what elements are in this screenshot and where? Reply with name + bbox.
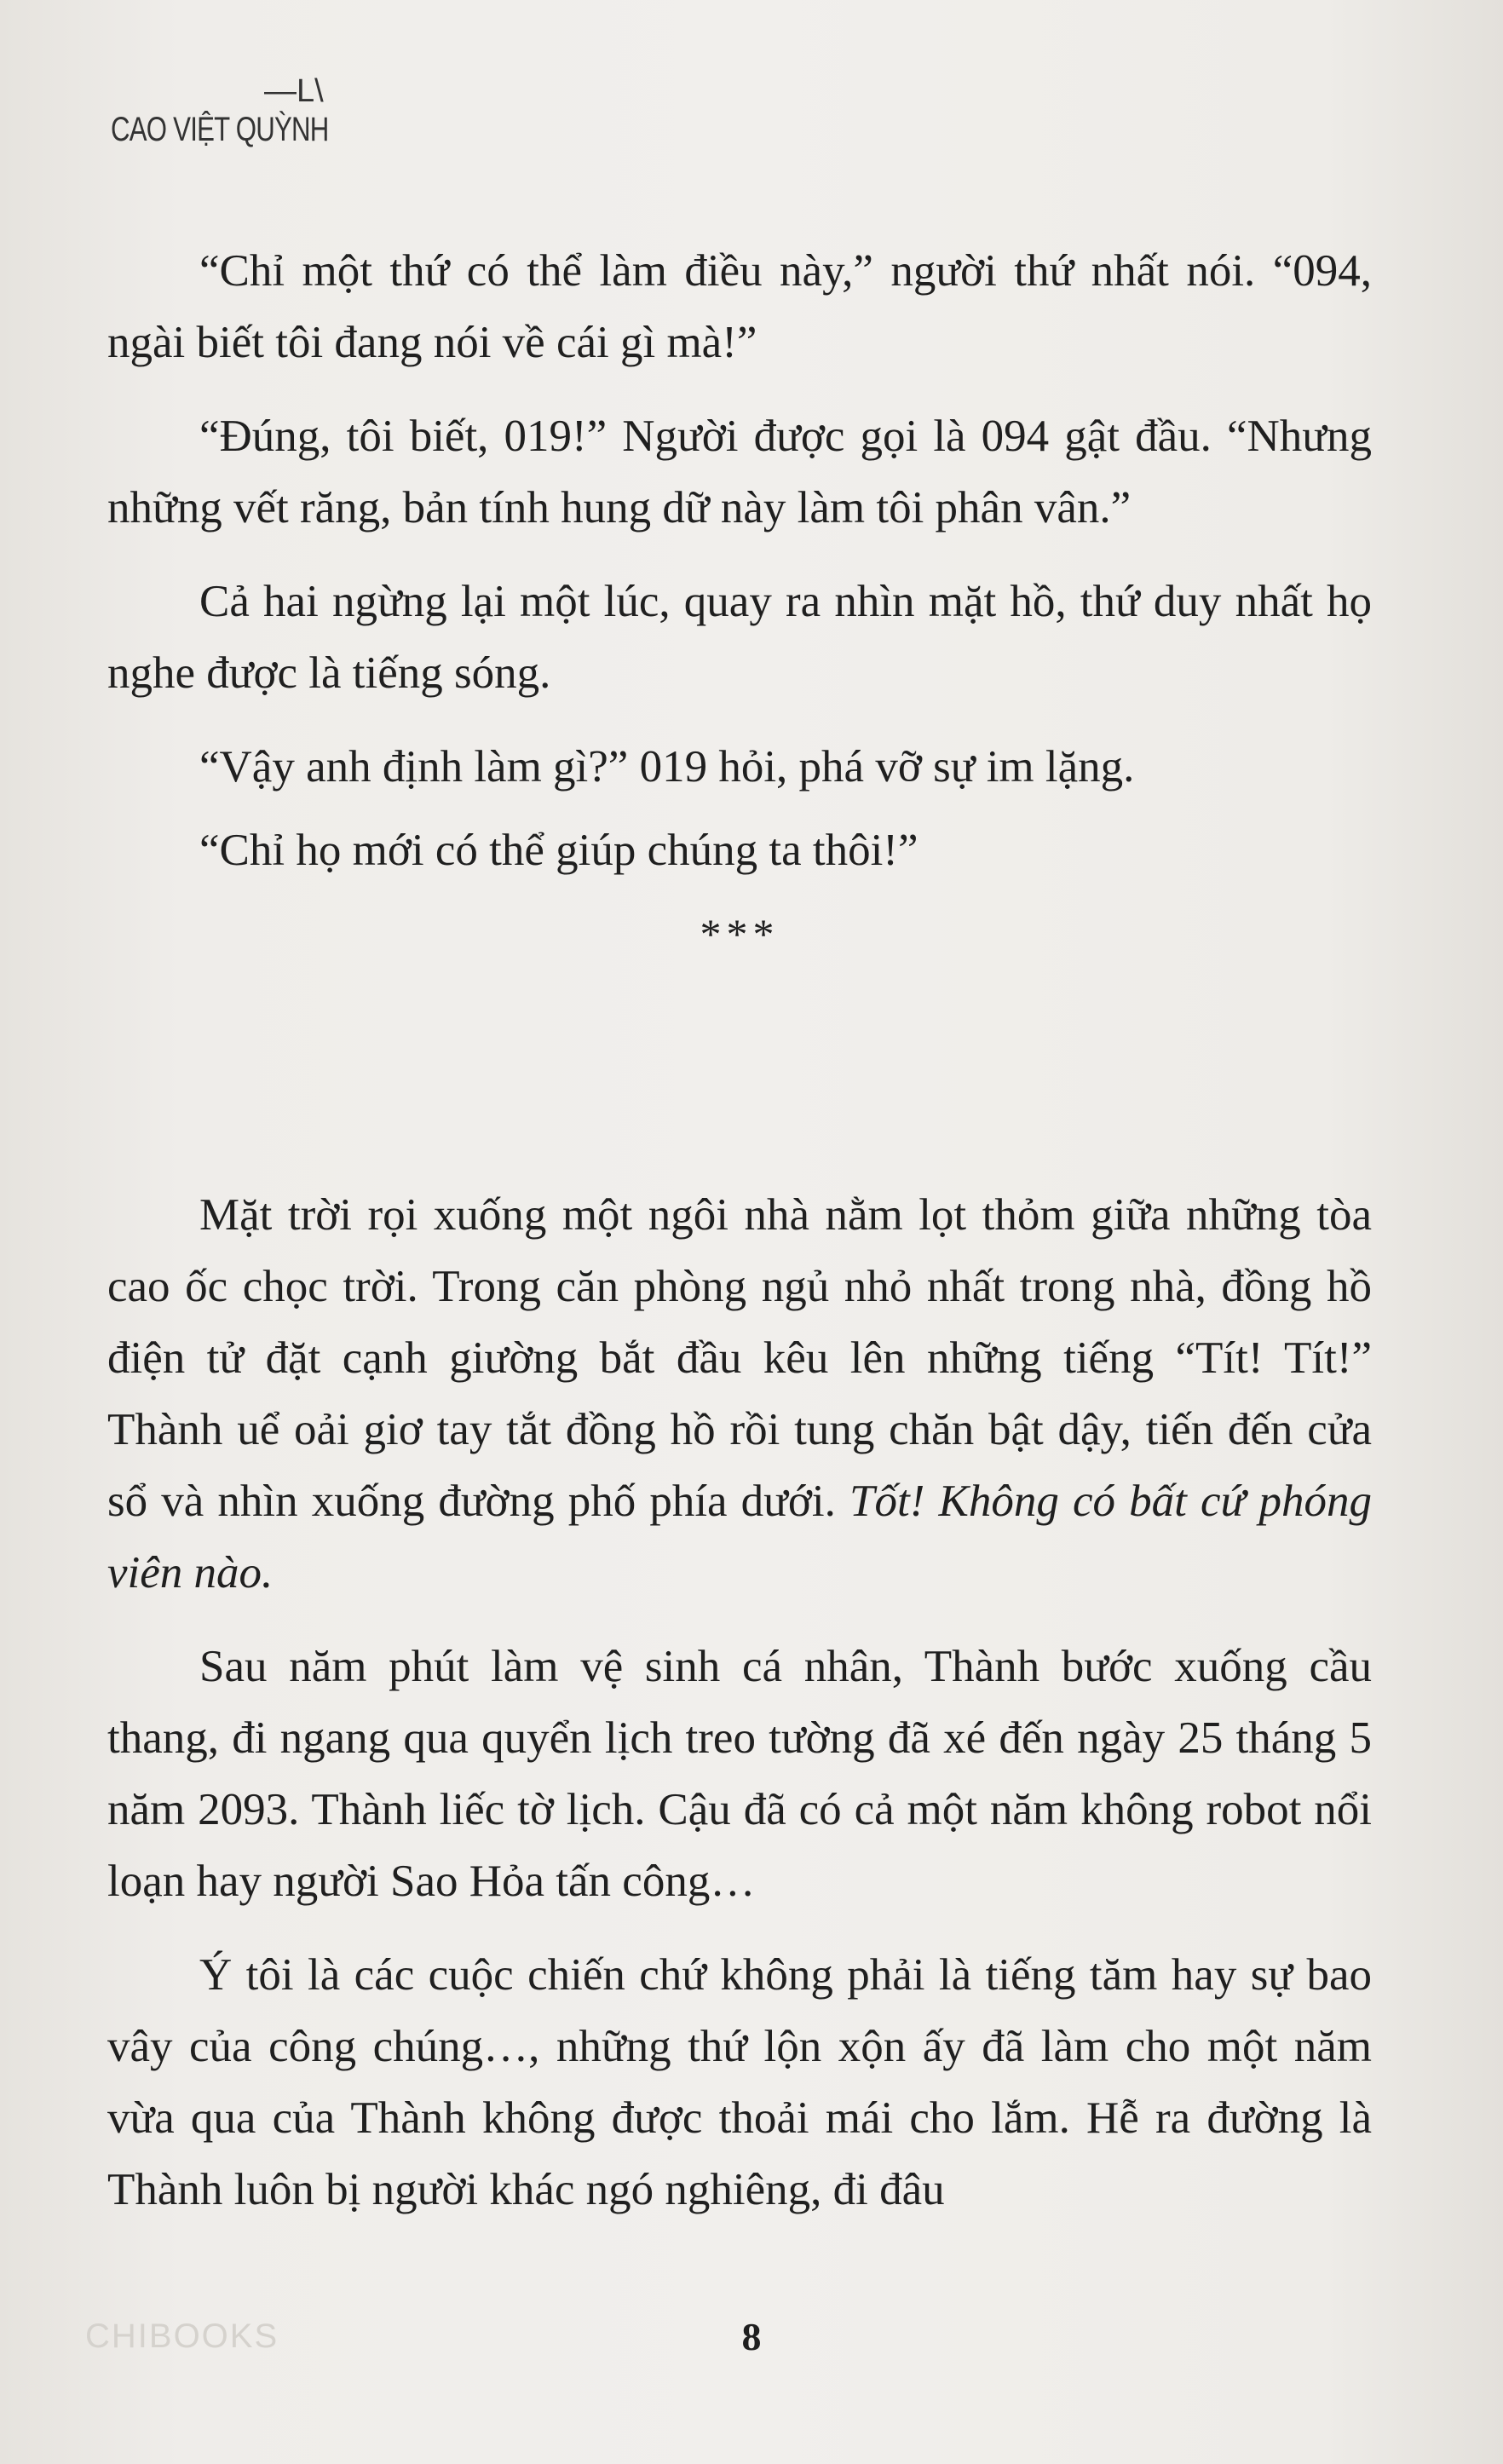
paragraph-5: “Chỉ họ mới có thể giúp chúng ta thôi!” [199, 826, 918, 875]
running-header-author: CAO VIỆT QUỲNH [111, 111, 329, 148]
paragraph-6 [107, 1179, 1372, 1609]
paragraph-6-text: Mặt trời rọi xuống một ngôi nhà nằm lọt thỏm giữa những tòa cao ốc chọc trời. Trong căn phòng ngủ nhỏ nhất trong nhà, đồng hồ điện tử đặt cạnh giường bắt đầu kêu lên những tiếng “Tít! Tít!” Thành uể oải giơ tay tắt đồng hồ rồi tung chăn bật dậy, tiến đến cửa sổ và nhìn xuống đường phố phía dưới. [107, 1190, 1372, 1526]
paragraph-3: Cả hai ngừng lại một lúc, quay ra nhìn mặt hồ, thứ duy nhất họ nghe được là tiếng sóng. [107, 577, 1372, 698]
paragraph-6-italic: Tốt! Không có bất cứ phóng viên nào. [107, 1477, 1373, 1598]
header-ornament: —L\ [264, 73, 324, 109]
paragraph-8: Ý tôi là các cuộc chiến chứ không phải là tiếng tăm hay sự bao vây của công chúng…, những thứ lộn xộn ấy đã làm cho một năm vừa qua của Thành không được thoải mái cho lắm. Hễ ra đường là Thành luôn bị người khác ngó nghiêng, đi đâu [107, 1950, 1372, 2214]
publisher-watermark: CHIBOOKS [85, 2317, 279, 2355]
body-text-bottom [107, 1179, 1372, 2248]
body-text-top [107, 235, 1372, 993]
paragraph-7: Sau năm phút làm vệ sinh cá nhân, Thành bước xuống cầu thang, đi ngang qua quyển lịch treo tường đã xé đến ngày 25 tháng 5 năm 2093. Thành liếc tờ lịch. Cậu đã có cả một năm không robot nổi loạn hay người Sao Hỏa tấn công… [107, 1642, 1372, 1906]
paragraph-2: “Đúng, tôi biết, 019!” Người được gọi là 094 gật đầu. “Nhưng những vết răng, bản tính hung dữ này làm tôi phân vân.” [107, 412, 1372, 533]
page-number: 8 [741, 2315, 762, 2358]
paragraph-1: “Chỉ một thứ có thể làm điều này,” người thứ nhất nói. “094, ngài biết tôi đang nói về cái gì mà!” [107, 246, 1372, 367]
scene-separator: *** [700, 910, 780, 958]
paragraph-4: “Vậy anh định làm gì?” 019 hỏi, phá vỡ sự im lặng. [199, 742, 1135, 792]
